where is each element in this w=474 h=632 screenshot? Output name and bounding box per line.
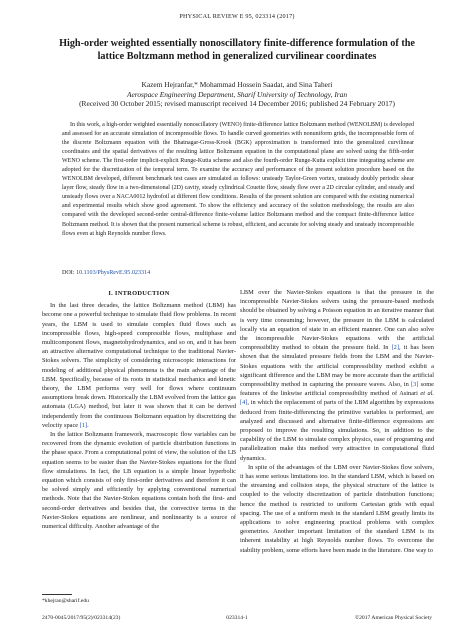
paragraph-text: . [87,421,89,429]
left-column [42,289,236,531]
paragraph-text: , in which the replacement of parts of the LBM algorithm by expressions deduced from finite-differencing the primitive variables is performed, are analyzed and discussed and alternative finite-difference expressions are proposed to improve the resulting simulations. So, in addition to the capability of the LBM to simulate complex physics, ease of programing and parallelization make this method very attractive in computational fluid dynamics. [240,399,434,462]
section-heading-introduction: I. INTRODUCTION [108,290,170,297]
citation-link[interactable]: [3] [411,381,419,389]
footer-copyright: ©2017 American Physical Society [354,615,432,621]
paragraph [42,301,236,430]
doi-line [62,270,150,276]
paragraph [240,288,434,463]
paragraph-text: some features of the linkwise artificial compressibility method of Asinari [240,381,434,398]
paragraph-text: , it has been shown that the simulated pressure fields from the LBM and the Navier-Stokes equations with the artificial compressibility method exhibit a significant difference and the LBM may be more accurate than the artificial compressibility method in capturing the pressure waves. Also, in [240,344,434,389]
doi-link[interactable]: 10.1103/PhysRevE.95.023314 [76,270,151,276]
author-block [40,80,434,109]
citation-link[interactable]: [2] [391,344,399,352]
title-line-1: High-order weighted essentially nonoscillatory finite-difference formulation of the [59,38,415,49]
citation-link[interactable]: [4] [240,399,248,407]
footer-page-number: 023314-1 [226,615,248,621]
doi-label: DOI: [62,270,77,276]
paragraph-text: LBM over the Navier-Stokes equations is that the pressure in the incompressible Navier-Stokes solvers using the pressure-based methods should be obtained by solving a Poisson equation in an iterative manner that is very time consuming; however, the pressure in the LBM is calculated locally via an equation of state in an efficient manner. One can also solve the incompressible Navier-Stokes equations with the artificial compressibility method to obtain the pressure field. In [240,289,434,352]
abstract: In this work, a high-order weighted essentially nonoscillatory (WENO) finite-difference lattice Boltzmann method (WENOLBM) is developed and assessed for an accurate simulation of incompressible flows. To handle curved geometries with nonuniform grids, the incompressible form of the discrete Boltzmann equation with the Bhatnagar-Gross-Krook (BGK) approximation is transformed into the generalized curvilinear coordinates and the spatial derivatives of the resulting lattice Boltzmann equation in the computational plane are solved using the fifth-order WENO scheme. The first-order implicit-explicit Runge-Kutta scheme and also the fourth-order Runge-Kutta explicit time integrating scheme are adopted for the discretization of the temporal term. To examine the accuracy and performance of the present solution procedure based on the WENOLBM developed, different benchmark test cases are simulated as follows: unsteady Taylor-Green vortex, unsteady doubly periodic shear layer flow, steady flow in a two-dimensional (2D) cavity, steady cylindrical Couette flow, steady flow over a 2D circular cylinder, and steady and unsteady flows over a NACA0012 hydrofoil at different flow conditions. Results of the present solution are compared with the existing numerical and experimental results which show good agreement. To show the efficiency and accuracy of the solution methodology, the results are also compared with the developed second-order central-difference finite-volume lattice Boltzmann method and the compact finite-difference lattice Boltzmann method. It is shown that the present numerical scheme is robust, efficient, and accurate for solving steady and unsteady incompressible flows even at high Reynolds number flows. [62,122,414,237]
affiliation: Aerospace Engineering Department, Sharif University of Technology, Iran [126,89,348,99]
et-al: et al. [420,390,434,398]
title-line-2: lattice Boltzmann method in generalized curvilinear coordinates [97,50,377,62]
footnote-email: *khejran@sharif.edu [42,598,89,604]
paragraph-text: In the last three decades, the lattice Boltzmann method (LBM) has become one a powerful technique to simulate fluid flow problems. In recent years, the LBM is used to simulate complex fluid flows such as incompressible flows, high-speed compressible flows, multiphase and multicomponent flows, magnetohydrodynamics, and so on, and it has been an attractive alternative computational technique to the traditional Navier-Stokes solvers. The simplicity of considering microscopic interactions for modeling of additional physical phenomena is the main advantage of the LBM. Specifically, because of its roots in statistical mechanics and kinetic theory, the LBM performs very well for flows where continuum assumptions break down. Historically the LBM evolved from the lattice gas automata (LGA) method, but later it was shown that it can be derived independently from the continuous Boltzmann equation by discretizing the velocity space [42,302,236,429]
received-dates: (Received 30 October 2015; revised manuscript received 14 December 2016; published 24 February 2017) [79,99,395,109]
paper-title [55,38,419,63]
author-list: Kazem Hejranfar,* Mohammad Hossein Saadat, and Sina Taheri [141,80,333,89]
footnote-rule [42,594,72,595]
paragraph: In the lattice Boltzmann framework, macroscopic flow variables can be recovered from the dynamic evolution of particle distribution functions in the phase space. From a computational point of view, the solution of the LB equation seems to be easier than the Navier-Stokes equations for the fluid flow simulations. In fact, the LB equation is a simple linear hyperbolic equation which consists of only first-order derivatives and therefore it can be solved simply and efficiently by applying conventional numerical methods. Note that the Navier-Stokes equations contain both the first- and second-order derivatives and besides that, the convective terms in the Navier-Stokes equations are nonlinear, and nonlinearity is a source of numerical difficulty. Another advantage of the [42,431,236,531]
citation-link[interactable]: [1] [79,421,88,429]
footer-issn: 2470-0045/2017/95(2)/023314(23) [42,615,121,621]
running-head: PHYSICAL REVIEW E 95, 023314 (2017) [179,13,295,20]
right-column [240,288,434,555]
paragraph: In spite of the advantages of the LBM over Navier-Stokes flow solvers, it has some serious limitations too. In the standard LBM, which is based on the streaming and collision steps, the physical structure of the lattice is coupled to the velocity discretization of particle distribution functions; hence the method is restricted to uniform Cartesian grids with equal spacing. The use of a uniform mesh in the standard LBM greatly limits its applications to solve engineering practical problems with complex geometries. Another important limitation of the standard LBM is its inherent instability at high Reynolds number flows. To overcome the stability problem, some efforts have been made in the literature. One way to [240,463,434,554]
